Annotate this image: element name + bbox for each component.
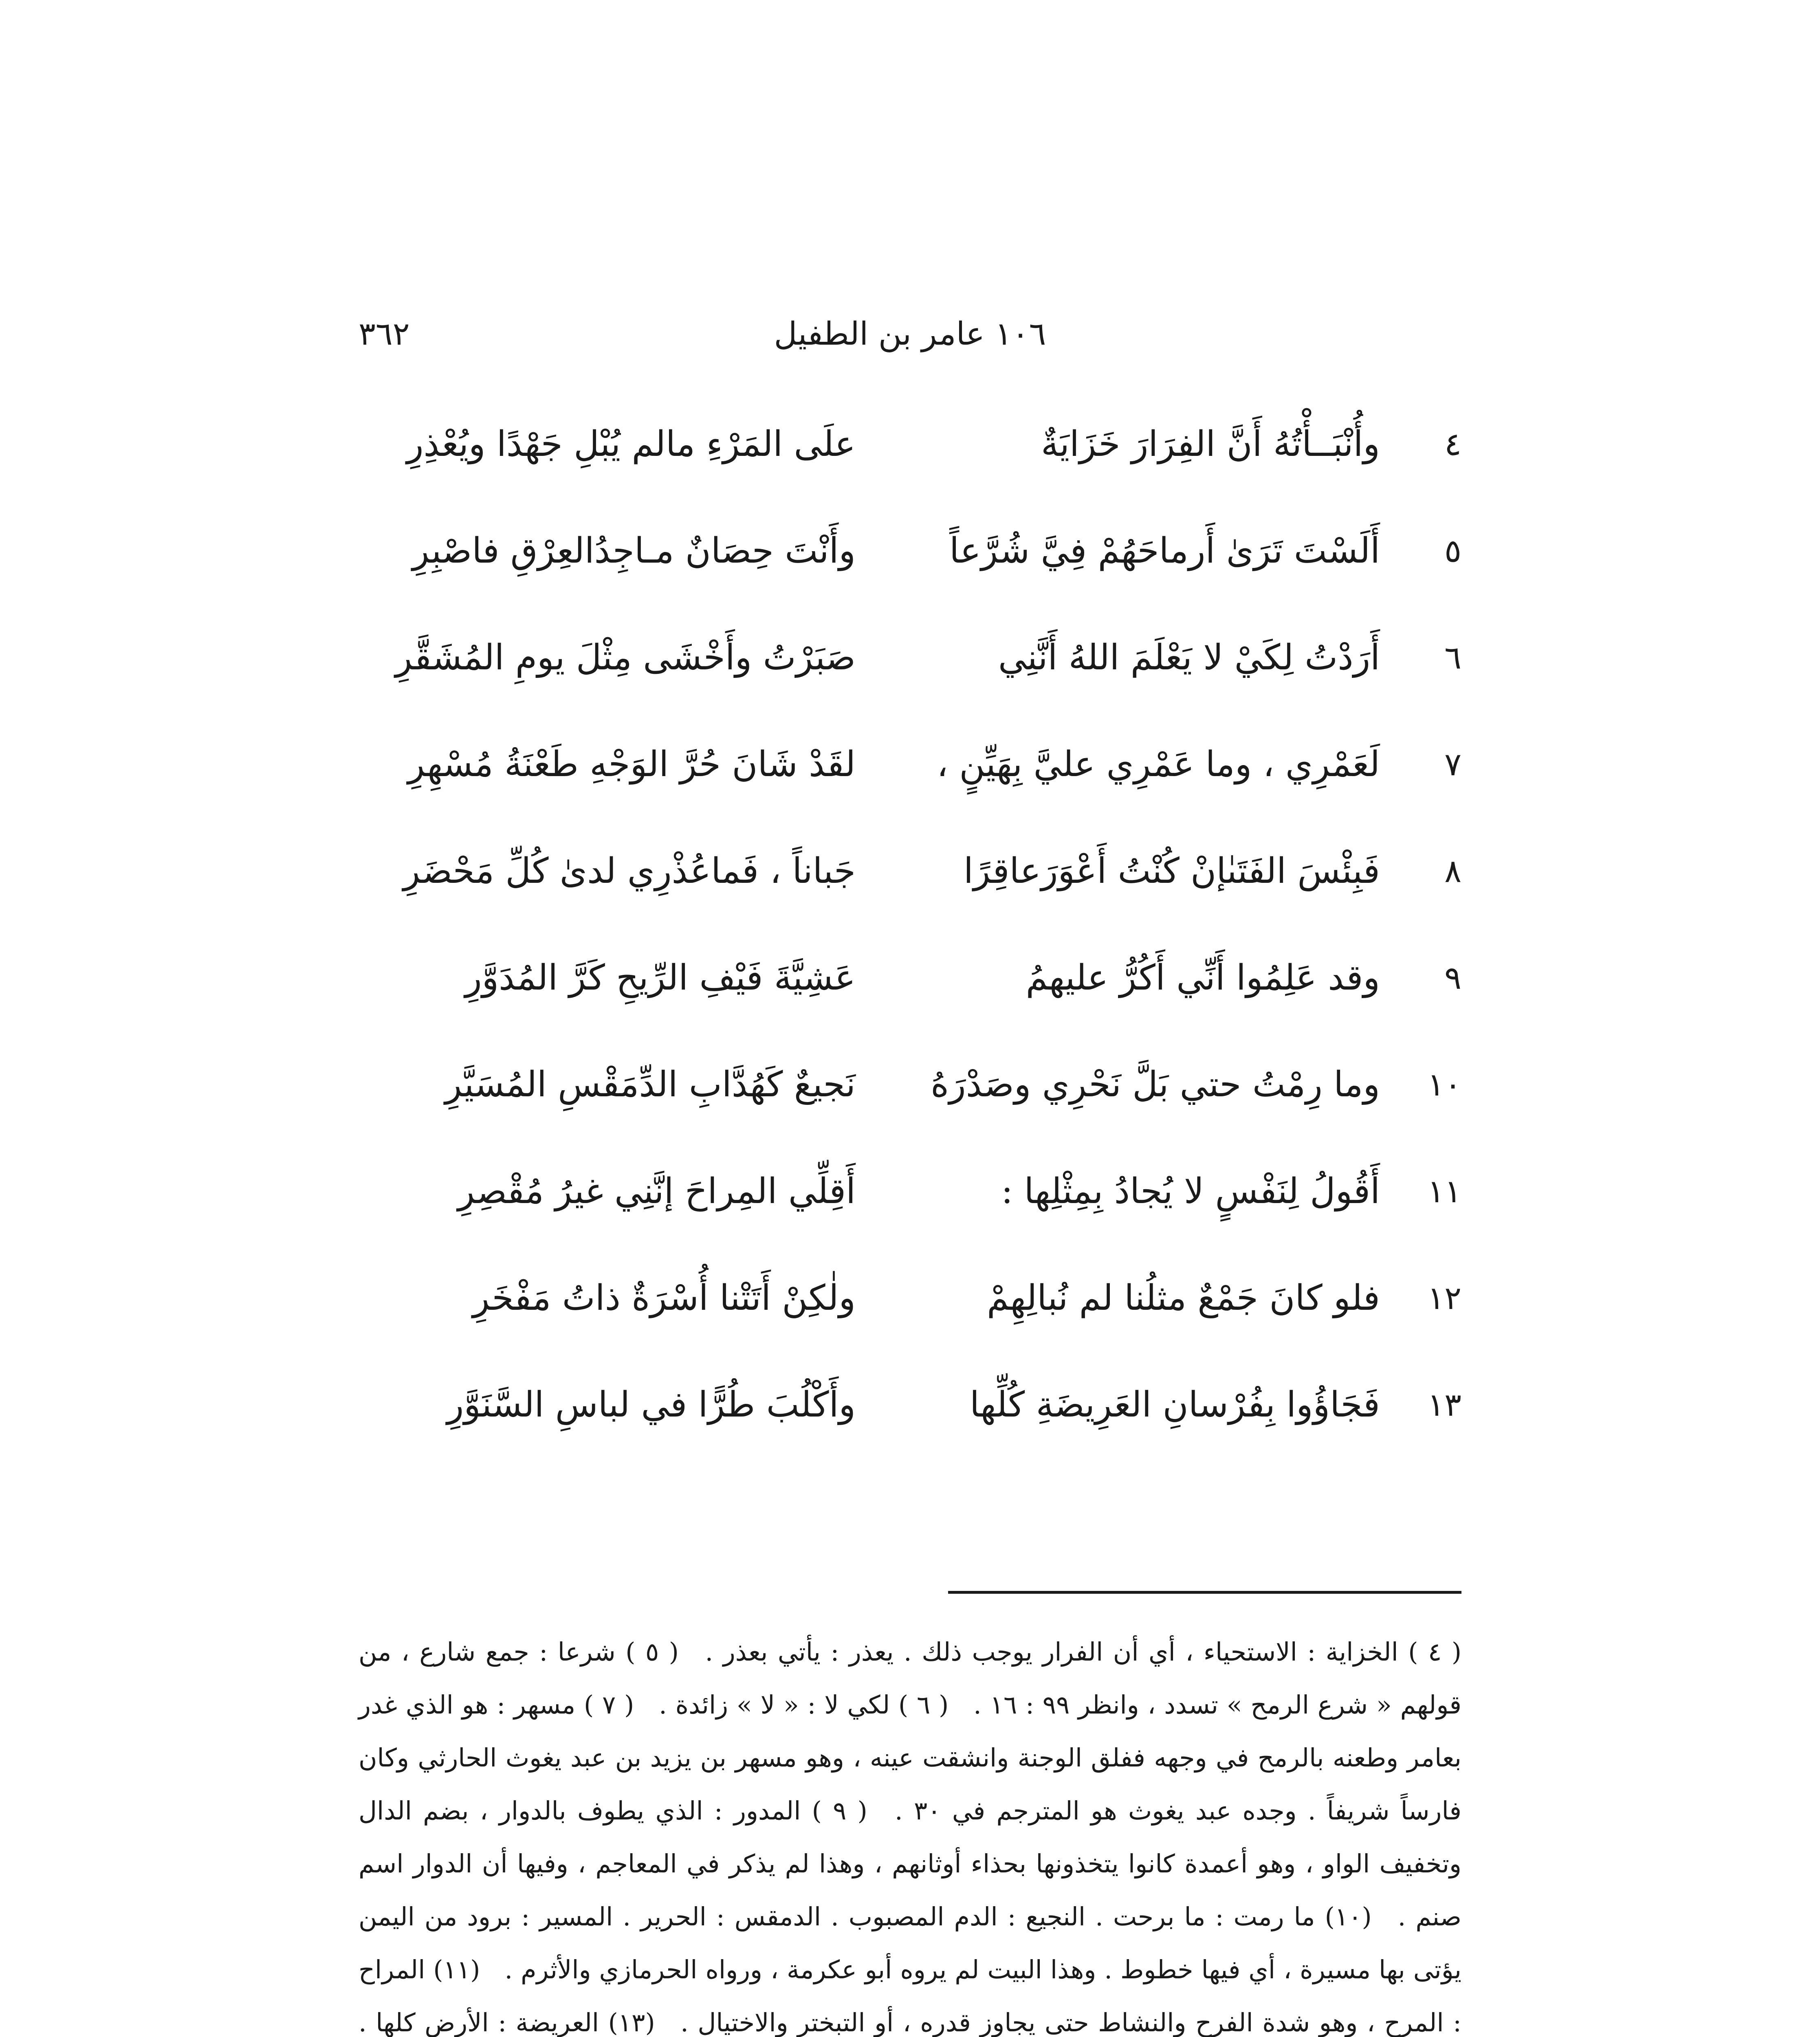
verse: [359, 711, 1461, 818]
page-header: [359, 310, 1461, 359]
footnotes: [359, 1626, 1461, 2037]
first-hemistich: أَرَدْتُ لِكَيْ لا يَعْلَمَ اللهُ أَنَّنِي: [998, 637, 1380, 678]
second-hemistich: وأَكْلُبَ طُرًّا في لباسِ السَّنَوَّرِ: [447, 1384, 856, 1425]
second-hemistich: صَبَرْتُ وأَخْشَى مِثْلَ يومِ المُشَقَّرِ: [395, 637, 856, 678]
second-hemistich: عَشِيَّةَ فَيْفِ الرِّيحِ كَرَّ المُدَوَّرِ: [465, 957, 856, 999]
first-hemistich: فلو كانَ جَمْعٌ مثلُنا لم نُبالِهِمْ: [987, 1278, 1380, 1319]
verse-number: ٩: [1444, 960, 1461, 997]
verse: [359, 391, 1461, 498]
first-hemistich: وما رِمْتُ حتي بَلَّ نَحْرِي وصَدْرَهُ: [931, 1064, 1380, 1105]
first-hemistich: فَبِئْسَ الفَتَىٰإنْ كُنْتُ أَعْوَرَعاقِرًا: [963, 851, 1380, 892]
second-hemistich: وأَنْتَ حِصَانٌ مـاجِدُالعِرْقِ فاصْبِرِ: [412, 530, 856, 572]
first-hemistich: أَلَسْتَ تَرَىٰ أَرماحَهُمْ فِيَّ شُرَّعاً: [949, 530, 1380, 572]
poem: [359, 391, 1461, 1458]
first-hemistich: وقد عَلِمُوا أَنِّي أَكُرُّ عليهمُ: [1026, 957, 1380, 999]
verse-number: ١٣: [1427, 1387, 1461, 1423]
footnote: (١١) المراح : المرح ، وهو شدة الفرح والنشاط حتى يجاوز قدره ، أو التبختر والاختيال .: [359, 1955, 1461, 2037]
footnote: (١٠) ما رمت : ما برحت . النجيع : الدم المصبوب . الدمقس : الحرير . المسير : برود من اليمن يؤتى بها مسيرة ، أي فيها خطوط . وهذا البيت لم يروه أبو عكرمة ، ورواه الحرمازي والأثرم .: [359, 1902, 1461, 1984]
verse-number: ٨: [1444, 853, 1461, 890]
verse: [359, 605, 1461, 711]
first-hemistich: وأُنْبَــأْتُهُ أَنَّ الفِرَارَ خَزَايَةٌ: [1041, 424, 1380, 465]
verse: [359, 1352, 1461, 1458]
second-hemistich: علَى المَرْءِ مالم يُبْلِ جَهْدًا ويُعْذِرِ: [406, 424, 856, 465]
second-hemistich: ولٰكِنْ أَتَتْنا أُسْرَةٌ ذاتُ مَفْخَرِ: [472, 1278, 856, 1319]
verse: [359, 498, 1461, 605]
footnote-divider: [948, 1591, 1461, 1594]
page-number: ٣٦٢: [359, 316, 410, 352]
footnote: (١٣) العريضة : الأرض كلها .: [359, 2008, 655, 2037]
verse: [359, 1138, 1461, 1245]
first-hemistich: أَقُولُ لِنَفْسٍ لا يُجادُ بِمِثْلِها :: [1001, 1171, 1380, 1212]
first-hemistich: فَجَاؤُوا بِفُرْسانِ العَرِيضَةِ كُلِّها: [969, 1384, 1380, 1425]
footnote: ( ٩ ) المدور : الذي يطوف بالدوار ، بضم الدال وتخفيف الواو ، وهو أعمدة كانوا يتخذونها بحذاء أوثانهم ، وهذا لم يذكر في المعاجم ، وفيها أن الدوار اسم صنم .: [359, 1796, 1461, 1931]
verse-number: ١٢: [1427, 1280, 1461, 1317]
verse-number: ٤: [1444, 426, 1461, 463]
second-hemistich: أَقِلِّي المِراحَ إنَّنِي غيرُ مُقْصِرِ: [458, 1171, 856, 1212]
verse: [359, 1032, 1461, 1138]
second-hemistich: لقَدْ شَانَ حُرَّ الوَجْهِ طَعْنَةُ مُسْهِرِ: [407, 744, 856, 785]
verse-number: ٦: [1444, 640, 1461, 676]
second-hemistich: نَجيعٌ كَهُدَّابِ الدِّمَقْسِ المُسَيَّرِ: [445, 1064, 856, 1105]
verse-number: ١١: [1427, 1173, 1461, 1210]
footnote: ( ٧ ) مسهر : هو الذي غدر بعامر وطعنه بالرمح في وجهه ففلق الوجنة وانشقت عينه ، وهو مسهر بن يزيد بن عبد يغوث الحارثي وكان فارساً شريفاً . وجده عبد يغوث هو المترجم في ٣٠ .: [359, 1690, 1461, 1826]
verse-number: ٥: [1444, 533, 1461, 570]
footnote: ( ٦ ) لكي لا : « لا » زائدة .: [659, 1690, 949, 1720]
footnote: ( ٤ ) الخزاية : الاستحياء ، أي أن الفرار يوجب ذلك . يعذر : يأتي بعذر .: [705, 1637, 1462, 1667]
verse-number: ٧: [1444, 746, 1461, 783]
verse: [359, 925, 1461, 1032]
second-hemistich: جَباناً ، فَماعُذْرِي لدىٰ كُلِّ مَحْضَرِ: [403, 851, 856, 892]
footnote: ( ٥ ) شرعا : جمع شارع ، من قولهم « شرع الرمح » تسدد ، وانظر ٩٩ : ١٦ .: [359, 1637, 1461, 1720]
running-title: ١٠٦ عامر بن الطفيل: [774, 316, 1046, 352]
verse: [359, 818, 1461, 925]
first-hemistich: لَعَمْرِي ، وما عَمْرِي عليَّ بِهَيِّنٍ ،: [937, 744, 1380, 785]
verse-number: ١٠: [1427, 1067, 1461, 1103]
verse: [359, 1245, 1461, 1352]
